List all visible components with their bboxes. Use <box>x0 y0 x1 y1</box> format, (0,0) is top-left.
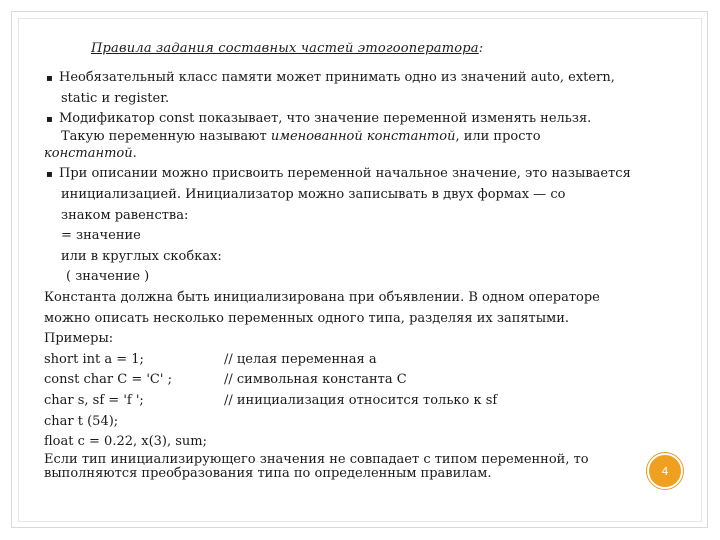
bullet-continuation: = значение <box>61 228 141 244</box>
examples-label: Примеры: <box>44 331 114 347</box>
bullet-continuation <box>44 130 644 144</box>
example-comment: // целая переменная a <box>224 351 377 367</box>
bullet-text: Модификатор const показывает, что значение переменной изменять нельзя. <box>59 111 592 127</box>
slide-title-colon: : <box>478 41 484 56</box>
example-line <box>44 432 644 453</box>
text-run: , или просто <box>455 128 541 144</box>
text-run: . <box>132 145 137 161</box>
bullet-icon: ▪ <box>46 114 53 126</box>
slide-title-text: Правила задания составных частей этогооператора <box>91 41 479 56</box>
paragraph-line: выполняются преобразования типа по определенным правилам. <box>44 465 492 481</box>
example-code: char t (54); <box>44 413 119 429</box>
bullet-continuation <box>44 144 644 165</box>
example-comment: // инициализация относится только к sf <box>224 392 498 408</box>
example-line <box>44 391 644 412</box>
emphasis-text: именованной константой <box>270 128 456 144</box>
example-code: const char C = 'C' ; <box>44 372 172 388</box>
paragraph-line: Если тип инициализирующего значения не совпадает с типом переменной, то <box>44 451 589 467</box>
bullet-item <box>44 109 644 130</box>
emphasis-text: константой <box>44 145 133 161</box>
example-line <box>44 370 644 391</box>
example-line <box>44 350 644 371</box>
bullet-continuation: знаком равенства: <box>61 207 189 223</box>
paragraph-line: можно описать несколько переменных одного типа, разделяя их запятыми. <box>44 310 570 326</box>
slide-title <box>91 41 483 56</box>
bullet-text: Необязательный класс памяти может принимать одно из значений auto, extern, <box>59 70 615 85</box>
bullet-item <box>44 68 644 89</box>
bullet-continuation: инициализацией. Инициализатор можно записывать в двух формах — со <box>61 186 566 202</box>
bullet-icon: ▪ <box>46 73 53 84</box>
slide-body <box>44 68 644 481</box>
example-comment: // символьная константа С <box>224 372 407 388</box>
example-code: char s, sf = 'f '; <box>44 392 144 408</box>
text-run: Такую переменную называют <box>61 128 271 144</box>
bullet-continuation: ( значение ) <box>66 269 150 285</box>
bullet-continuation: static и register. <box>61 90 170 106</box>
example-line <box>44 412 644 433</box>
bullet-continuation: или в круглых скобках: <box>61 248 222 264</box>
bullet-text: При описании можно присвоить переменной начальное значение, это называется <box>59 166 631 182</box>
bullet-item <box>44 164 644 185</box>
example-code: short int a = 1; <box>44 351 144 367</box>
page-number-badge: 4 <box>647 453 683 489</box>
paragraph-line: Константа должна быть инициализирована при объявлении. В одном операторе <box>44 289 600 305</box>
example-code: float c = 0.22, x(3), sum; <box>44 434 208 450</box>
bullet-icon: ▪ <box>46 169 53 181</box>
